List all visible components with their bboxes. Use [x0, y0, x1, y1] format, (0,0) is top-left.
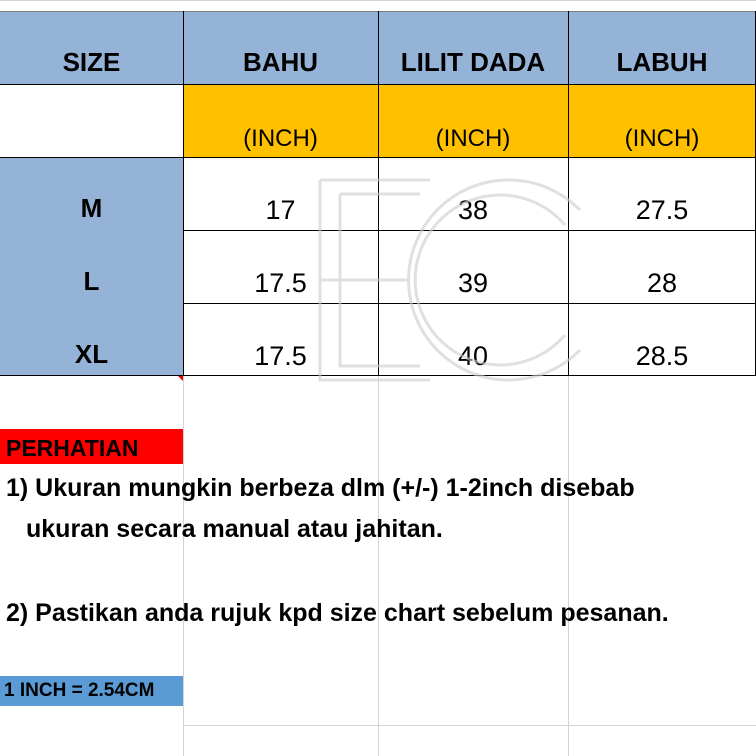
- size-label-l: L: [0, 230, 183, 303]
- gridline: [378, 376, 379, 756]
- unit-bahu: (INCH): [183, 84, 378, 157]
- unit-size-empty: [0, 84, 183, 157]
- cell-lilit-dada-l: 39: [457, 268, 489, 298]
- note-2: 2) Pastikan anda rujuk kpd size chart sebelum pesanan.: [6, 599, 669, 627]
- cell-labuh-xl: 28.5: [635, 341, 689, 371]
- table-border: [183, 230, 756, 231]
- size-label-xl: XL: [0, 303, 183, 376]
- note-1-continued: ukuran secara manual atau jahitan.: [26, 515, 443, 543]
- cell-lilit-dada-m: 38: [457, 195, 489, 225]
- note-1: 1) Ukuran mungkin berbeza dlm (+/-) 1-2inch disebab: [6, 474, 635, 502]
- cell-lilit-dada-xl: 40: [457, 341, 489, 371]
- inch-cm-conversion: 1 INCH = 2.54CM: [0, 676, 183, 706]
- table-border: [378, 11, 379, 376]
- table-border: [183, 303, 756, 304]
- notice-title: PERHATIAN: [0, 429, 183, 464]
- size-label-m: M: [0, 157, 183, 230]
- unit-labuh: (INCH): [568, 84, 756, 157]
- table-border: [568, 11, 569, 376]
- gridline: [568, 376, 569, 756]
- cell-bahu-m: 17: [265, 195, 296, 225]
- cell-bahu-l: 17.5: [254, 268, 307, 298]
- gridline: [183, 376, 184, 756]
- header-bahu: BAHU: [183, 11, 378, 84]
- header-labuh: LABUH: [568, 11, 756, 84]
- header-size: SIZE: [0, 11, 183, 84]
- header-lilit-dada: LILIT DADA: [378, 11, 568, 84]
- cell-labuh-m: 27.5: [635, 195, 689, 225]
- gridline: [0, 0, 756, 1]
- unit-lilit-dada: (INCH): [378, 84, 568, 157]
- cell-labuh-l: 28: [646, 268, 678, 298]
- table-border: [183, 11, 184, 376]
- gridline: [183, 725, 756, 726]
- comment-marker-icon: [178, 376, 183, 381]
- cell-bahu-xl: 17.5: [254, 341, 307, 371]
